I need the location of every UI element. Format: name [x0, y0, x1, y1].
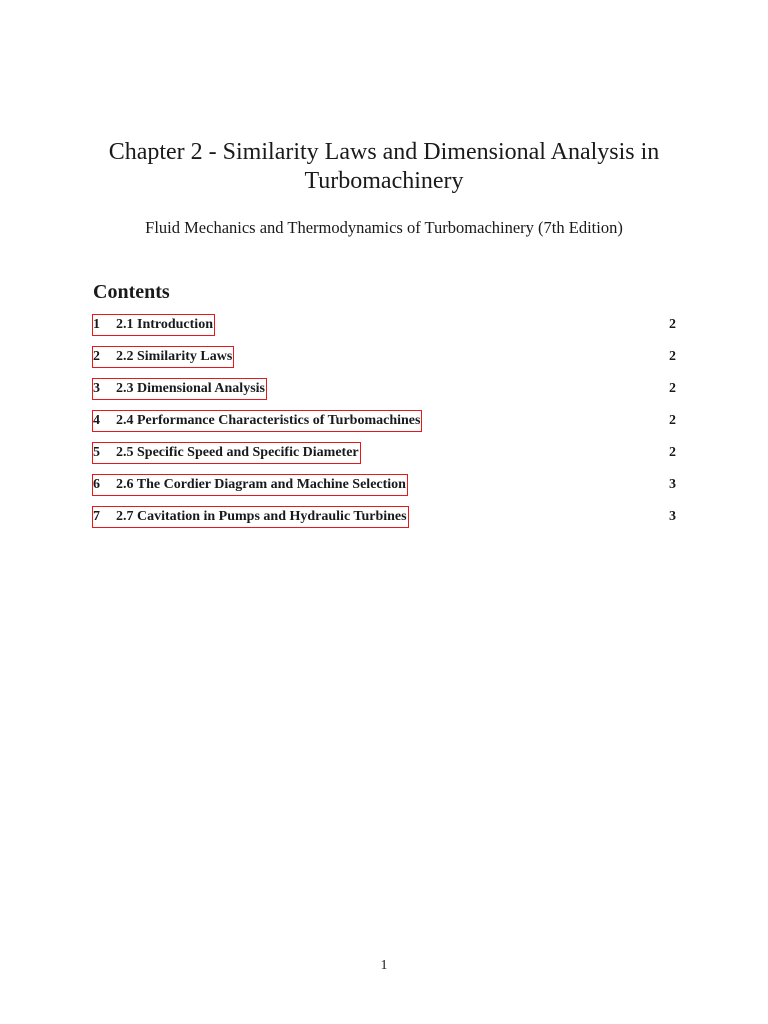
contents-heading: Contents — [93, 281, 170, 303]
toc-section-label: 2.4 Performance Characteristics of Turbomachines — [116, 413, 421, 428]
toc-section-label: 2.3 Dimensional Analysis — [116, 381, 265, 396]
toc-page-number: 2 — [669, 317, 676, 332]
toc-page-number: 2 — [669, 413, 676, 428]
toc-section-label: 2.2 Similarity Laws — [116, 349, 233, 364]
toc-link-introduction[interactable] — [92, 314, 215, 336]
toc-link-specific-speed[interactable] — [92, 442, 361, 464]
toc-link-cordier-diagram[interactable] — [92, 474, 408, 496]
toc-section-label: 2.1 Introduction — [116, 317, 213, 332]
toc-entry — [92, 314, 676, 346]
document-title: Chapter 2 - Similarity Laws and Dimensional Analysis in Turbomachinery — [108, 139, 660, 194]
toc-page-number: 2 — [669, 381, 676, 396]
toc-page-number: 3 — [669, 477, 676, 492]
toc-entry — [92, 378, 676, 410]
toc-section-label: 2.7 Cavitation in Pumps and Hydraulic Turbines — [116, 509, 407, 524]
toc-entry — [92, 474, 676, 506]
toc-page-number: 3 — [669, 509, 676, 524]
page-number: 1 — [380, 958, 388, 973]
toc-link-dimensional-analysis[interactable] — [92, 378, 267, 400]
toc-section-label: 2.5 Specific Speed and Specific Diameter — [116, 445, 359, 460]
toc-link-similarity-laws[interactable] — [92, 346, 234, 368]
toc-page-number: 2 — [669, 349, 676, 364]
toc-section-number: 1 — [93, 317, 100, 332]
toc-entry — [92, 442, 676, 474]
toc-section-number: 4 — [93, 413, 100, 428]
toc-section-label: 2.6 The Cordier Diagram and Machine Selection — [116, 477, 406, 492]
document-subtitle: Fluid Mechanics and Thermodynamics of Turbomachinery (7th Edition) — [145, 218, 623, 237]
toc-entry — [92, 410, 676, 442]
toc-page-number: 2 — [669, 445, 676, 460]
toc-section-number: 2 — [93, 349, 100, 364]
toc-entry — [92, 346, 676, 378]
toc-section-number: 7 — [93, 509, 100, 524]
toc-section-number: 3 — [93, 381, 100, 396]
toc-link-performance-characteristics[interactable] — [92, 410, 422, 432]
toc-section-number: 6 — [93, 477, 100, 492]
toc-link-cavitation[interactable] — [92, 506, 409, 528]
toc-entry — [92, 506, 676, 538]
table-of-contents — [92, 314, 676, 538]
toc-section-number: 5 — [93, 445, 100, 460]
